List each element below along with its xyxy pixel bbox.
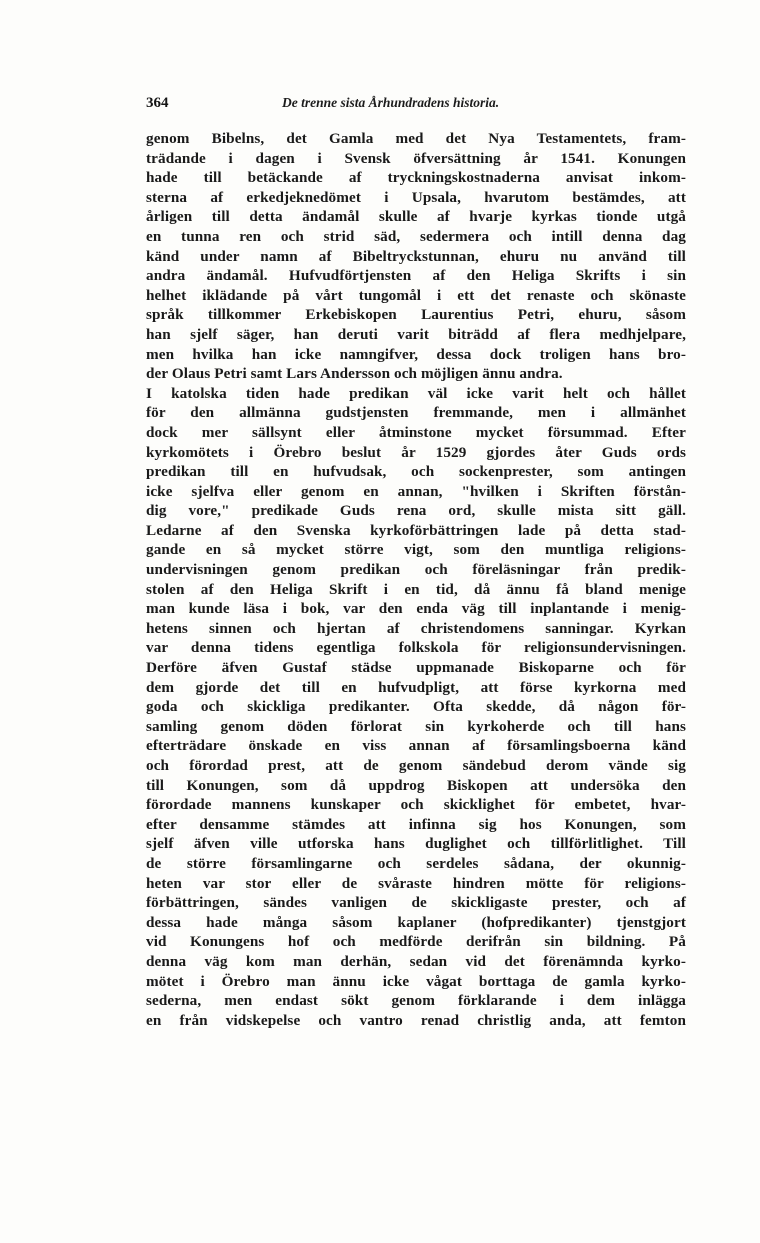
text-line: dem gjorde det till en hufvudpligt, att förse kyrkorna med bbox=[146, 678, 686, 696]
text-line: känd under namn af Bibeltryckstunnan, ehuru nu använd till bbox=[146, 247, 686, 265]
text-line: stolen af den Heliga Skrift i en tid, då ännu få bland menige bbox=[146, 580, 686, 598]
text-line: trädande i dagen i Svensk öfversättning år 1541. Konungen bbox=[146, 149, 686, 167]
text-line: var denna tidens egentliga folkskola för religionsundervisningen. bbox=[146, 639, 686, 657]
text-line: mötet i Örebro man ännu icke vågat borttaga de gamla kyrko- bbox=[146, 972, 686, 990]
text-line: dock mer sällsynt eller åtminstone mycket försummad. Efter bbox=[146, 423, 686, 441]
body-text bbox=[146, 129, 686, 1030]
page-header bbox=[146, 95, 686, 119]
text-line: genom Bibelns, det Gamla med det Nya Testamentets, fram- bbox=[146, 130, 686, 147]
text-line: vid Konungens hof och medförde derifrån sin bildning. På bbox=[146, 933, 686, 951]
text-line: predikan till en hufvudsak, och sockenprester, som antingen bbox=[146, 463, 686, 481]
text-line: efterträdare önskade en viss annan af församlingsboerna känd bbox=[146, 737, 686, 755]
text-line: sterna af erkedjeknedömet i Upsala, hvarutom bestämdes, att bbox=[146, 188, 686, 206]
text-line: men hvilka han icke namngifver, dessa dock troligen hans bro- bbox=[146, 345, 686, 363]
faint-watermark bbox=[505, 1185, 670, 1209]
text-line: dig vore," predikade Guds rena ord, skulle mista sitt gäll. bbox=[146, 502, 686, 520]
text-line: efter densamme stämdes att infinna sig hos Konungen, som bbox=[146, 815, 686, 833]
text-line: samling genom döden förlorat sin kyrkoherde och till hans bbox=[146, 717, 686, 735]
text-line: undervisningen genom predikan och föreläsningar från predik- bbox=[146, 561, 686, 579]
text-line: en från vidskepelse och vantro renad christlig anda, att femton bbox=[146, 1011, 686, 1029]
text-line: för den allmänna gudstjensten fremmande, men i allmänhet bbox=[146, 404, 686, 422]
text-line: Derföre äfven Gustaf städse uppmanade Biskoparne och för bbox=[146, 659, 686, 677]
text-line: kyrkomötets i Örebro beslut år 1529 gjordes åter Guds ords bbox=[146, 443, 686, 461]
text-line: icke sjelfva eller genom en annan, "hvilken i Skriften förstån- bbox=[146, 482, 686, 500]
text-line: årligen till detta ändamål skulle af hvarje kyrkas tionde utgå bbox=[146, 208, 686, 226]
text-line: språk tillkommer Erkebiskopen Laurentius Petri, ehuru, såsom bbox=[146, 306, 686, 324]
text-line: sjelf äfven ville utforska hans duglighet och tillförlitlighet. Till bbox=[146, 835, 686, 853]
text-line: helhet iklädande på vårt tungomål i ett det renaste och skönaste bbox=[146, 286, 686, 304]
text-line: goda och skickliga predikanter. Ofta skedde, då någon för- bbox=[146, 698, 686, 716]
text-line: dessa hade många såsom kaplaner (hofpredikanter) tjenstgjort bbox=[146, 913, 686, 931]
text-line: förordade mannens kunskaper och skicklighet för embetet, hvar- bbox=[146, 796, 686, 814]
running-title: De trenne sista Århundradens historia. bbox=[282, 95, 500, 110]
text-line: der Olaus Petri samt Lars Andersson och möjligen ännu andra. bbox=[146, 365, 563, 383]
text-line: denna väg kom man derhän, sedan vid det förenämnda kyrko- bbox=[146, 952, 686, 970]
text-line: hetens sinnen och hjertan af christendomens sanningar. Kyrkan bbox=[146, 619, 686, 637]
text-line: till Konungen, som då uppdrog Biskopen att undersöka den bbox=[146, 776, 686, 794]
text-line: förbättringen, sändes vanligen de skickligaste prester, och af bbox=[146, 894, 686, 912]
text-line: sederna, men endast sökt genom förklarande i dem inlägga bbox=[146, 992, 686, 1010]
text-line: de större församlingarne och serdeles sådana, der okunnig- bbox=[146, 854, 686, 872]
text-line: Ledarne af den Svenska kyrkoförbättringen lade på detta stad- bbox=[146, 521, 686, 539]
page-number: 364 bbox=[146, 95, 169, 111]
text-line: andra ändamål. Hufvudförtjensten af den Heliga Skrifts i sin bbox=[146, 267, 686, 285]
text-line: heten var stor eller de svåraste hindren mötte för religions- bbox=[146, 874, 686, 892]
text-line: och förordad prest, att de genom sändebud derom vände sig bbox=[146, 757, 686, 774]
text-line: man kunde läsa i bok, var den enda väg till inplantande i menig- bbox=[146, 600, 686, 618]
text-line: gande en så mycket större vigt, som den muntliga religions- bbox=[146, 541, 686, 559]
text-line: han sjelf säger, han deruti varit biträdd af flera medhjelpare, bbox=[146, 325, 686, 343]
text-line: I katolska tiden hade predikan väl icke varit helt och hållet bbox=[146, 384, 686, 402]
text-line: hade till betäckande af tryckningskostnaderna anvisat inkom- bbox=[146, 169, 686, 187]
text-line: en tunna ren och strid säd, sedermera och intill denna dag bbox=[146, 227, 686, 245]
